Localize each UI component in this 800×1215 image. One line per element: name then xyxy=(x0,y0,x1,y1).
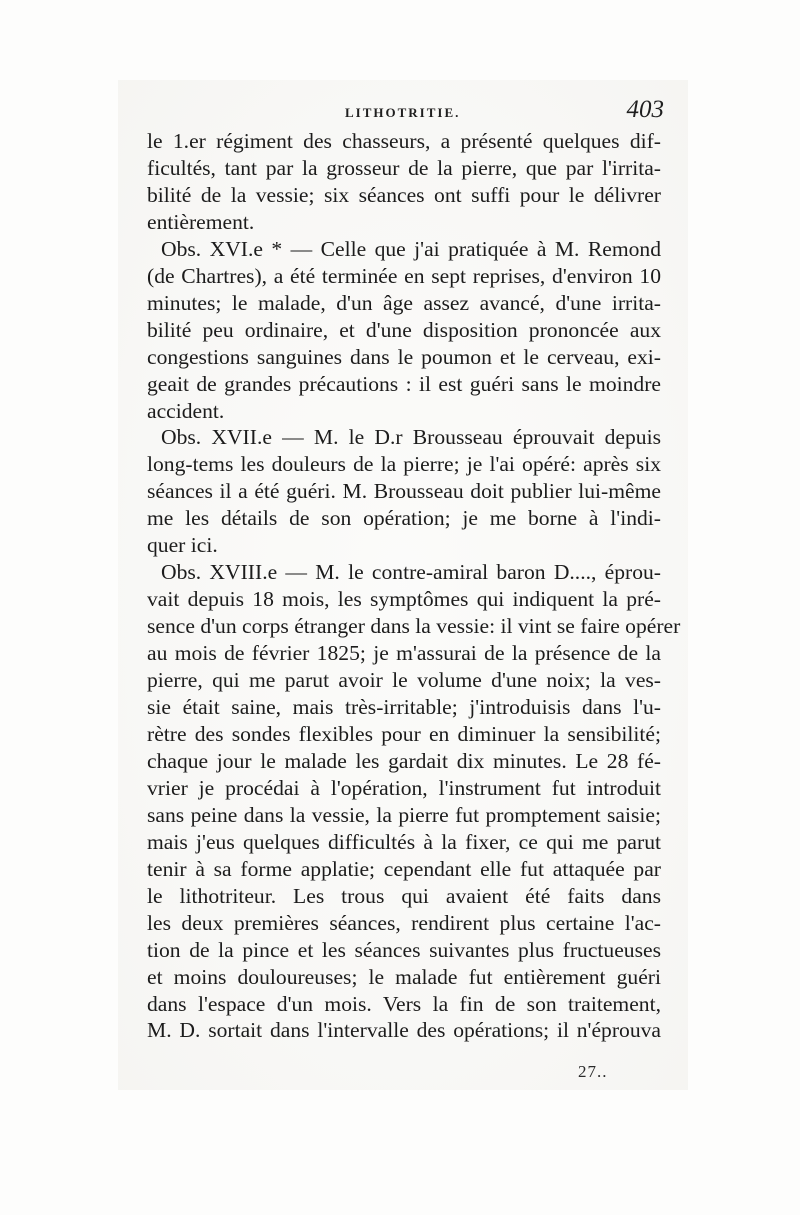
text-line: mais j'eus quelques difficultés à la fixer, ce qui me parut xyxy=(147,829,661,854)
text-line: au mois de février 1825; je m'assurai de la présence de la xyxy=(147,641,661,666)
text-line: chaque jour le malade les gardait dix minutes. Le 28 fé- xyxy=(147,748,661,773)
text-line: Obs. XVIII.e — M. le contre-amiral baron D...., éprou- xyxy=(161,560,661,585)
text-line: quer ici. xyxy=(147,533,218,558)
running-head: LITHOTRITIE. xyxy=(345,105,461,120)
text-line: me les détails de son opération; je me borne à l'indi- xyxy=(147,506,661,531)
text-line: rètre des sondes flexibles pour en diminuer la sensibilité; xyxy=(147,721,661,746)
text-line: (de Chartres), a été terminée en sept reprises, d'environ 10 xyxy=(147,263,661,288)
text-line: le 1.er régiment des chasseurs, a présenté quelques dif- xyxy=(147,129,661,153)
text-line: sie était saine, mais très-irritable; j'introduisis dans l'u- xyxy=(147,695,661,720)
text-line: bilité peu ordinaire, et d'une disposition prononcée aux xyxy=(147,317,661,342)
text-line: sence d'un corps étranger dans la vessie: il vint se faire opérer xyxy=(147,614,681,639)
page-number: 403 xyxy=(626,96,664,123)
text-line: Obs. XVII.e — M. le D.r Brousseau éprouvait depuis xyxy=(161,425,661,450)
text-line: minutes; le malade, d'un âge assez avancé, d'une irrita- xyxy=(147,290,661,315)
text-line: sans peine dans la vessie, la pierre fut promptement saisie; xyxy=(147,802,661,827)
text-line: vrier je procédai à l'opération, l'instrument fut introduit xyxy=(147,775,661,800)
page-header xyxy=(140,96,664,130)
text-line: long-tems les douleurs de la pierre; je l'ai opéré: après six xyxy=(147,452,661,477)
text-line: accident. xyxy=(147,398,225,423)
text-line: les deux premières séances, rendirent plus certaine l'ac- xyxy=(147,910,661,935)
text-line: bilité de la vessie; six séances ont suffi pour le délivrer xyxy=(147,182,661,207)
text-line: ficultés, tant par la grosseur de la pierre, que par l'irrita- xyxy=(147,155,661,180)
signature-mark: 27.. xyxy=(578,1062,608,1081)
text-line: congestions sanguines dans le poumon et le cerveau, exi- xyxy=(147,344,661,369)
body-text xyxy=(147,128,681,1044)
text-line: dans l'espace d'un mois. Vers la fin de son traitement, xyxy=(147,991,661,1016)
text-line: tion de la pince et les séances suivantes plus fructueuses xyxy=(147,937,661,962)
text-line: le lithotriteur. Les trous qui avaient été faits dans xyxy=(147,883,661,908)
text-line: et moins douloureuses; le malade fut entièrement guéri xyxy=(147,964,661,989)
text-line: pierre, qui me parut avoir le volume d'une noix; la ves- xyxy=(147,668,661,693)
text-line: tenir à sa forme applatie; cependant elle fut attaquée par xyxy=(147,856,661,881)
text-line: séances il a été guéri. M. Brousseau doit publier lui-même xyxy=(147,479,661,504)
text-line: M. D. sortait dans l'intervalle des opérations; il n'éprouva xyxy=(147,1018,661,1043)
text-line: entièrement. xyxy=(147,209,255,234)
text-line: geait de grandes précautions : il est guéri sans le moindre xyxy=(147,371,661,396)
text-line: Obs. XVI.e * — Celle que j'ai pratiquée à M. Remond xyxy=(161,236,661,261)
text-line: vait depuis 18 mois, les symptômes qui indiquent la pré- xyxy=(147,587,661,612)
